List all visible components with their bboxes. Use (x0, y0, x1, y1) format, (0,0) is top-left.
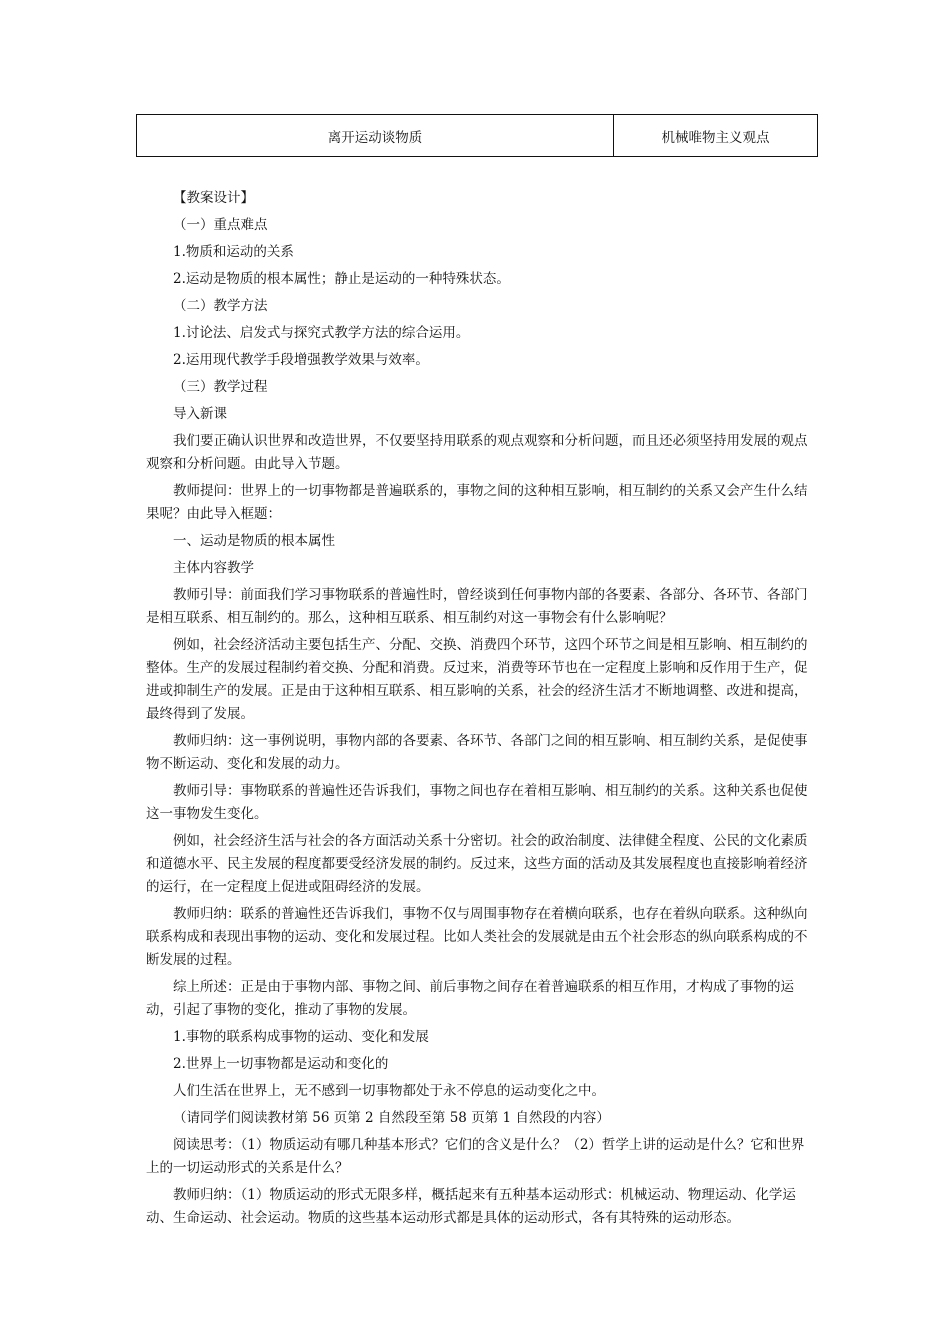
paragraph: 教师提问：世界上的一切事物都是普遍联系的，事物之间的这种相互影响，相互制约的关系又会产生什么结果呢？由此导入框题： (146, 483, 808, 522)
paragraph: 例如，社会经济生活与社会的各方面活动关系十分密切。社会的政治制度、法律健全程度、公民的文化素质和道德水平、民主发展的程度都要受经济发展的制约。反过来，这些方面的活动及其发展程度也直接影响着经济的运行，在一定程度上促进或阻碍经济的发展。 (146, 833, 808, 895)
table-cell-viewpoint: 机械唯物主义观点 (614, 115, 818, 157)
paragraph: 综上所述：正是由于事物内部、事物之间、前后事物之间存在着普遍联系的相互作用，才构成了事物的运动，引起了事物的变化，推动了事物的发展。 (146, 979, 794, 1018)
paragraph: 教师引导：前面我们学习事物联系的普遍性时，曾经谈到任何事物内部的各要素、各部分、各环节、各部门是相互联系、相互制约的。那么，这种相互联系、相互制约对这一事物会有什么影响呢？ (146, 587, 808, 626)
paragraph: 教师归纳：联系的普遍性还告诉我们，事物不仅与周围事物存在着横向联系，也存在着纵向联系。这种纵向联系构成和表现出事物的运动、变化和发展过程。比如人类社会的发展就是由五个社会形态的纵向联系构成的不断发展的过程。 (146, 906, 808, 968)
paragraph: （请同学们阅读教材第 56 页第 2 自然段至第 58 页第 1 自然段的内容） (173, 1110, 610, 1126)
lesson-plan-body (146, 187, 808, 1234)
list-item: 1.讨论法、启发式与探究式教学方法的综合运用。 (173, 325, 470, 341)
paragraph: 我们要正确认识世界和改造世界，不仅要坚持用联系的观点观察和分析问题，而且还必须坚持用发展的观点观察和分析问题。由此导入节题。 (146, 433, 808, 472)
list-item: 2.运动是物质的根本属性；静止是运动的一种特殊状态。 (173, 271, 510, 287)
list-item: 1.事物的联系构成事物的运动、变化和发展 (173, 1029, 429, 1045)
table-cell-concept: 离开运动谈物质 (137, 115, 614, 157)
section-heading-lesson-design: 【教案设计】 (173, 190, 254, 206)
paragraph: 教师归纳：这一事例说明，事物内部的各要素、各环节、各部门之间的相互影响、相互制约关系，是促使事物不断运动、变化和发展的动力。 (146, 733, 808, 772)
paragraph: 人们生活在世界上，无不感到一切事物都处于永不停息的运动变化之中。 (173, 1083, 605, 1099)
list-item: 2.世界上一切事物都是运动和变化的 (173, 1056, 389, 1072)
subheading-teaching-process: （三）教学过程 (173, 379, 268, 395)
list-item: 1.物质和运动的关系 (173, 244, 294, 260)
paragraph: 例如，社会经济活动主要包括生产、分配、交换、消费四个环节，这四个环节之间是相互影响、相互制约的整体。生产的发展过程制约着交换、分配和消费。反过来，消费等环节也在一定程度上影响和反作用于生产，促进或抑制生产的发展。正是由于这种相互联系、相互影响的关系，社会的经济生活才不断地调整、改进和提高，最终得到了发展。 (146, 637, 808, 722)
summary-table (136, 114, 818, 157)
subheading-main-content: 主体内容教学 (173, 560, 254, 576)
paragraph: 阅读思考：（1）物质运动有哪几种基本形式？它们的含义是什么？（2）哲学上讲的运动是什么？它和世界上的一切运动形式的关系是什么？ (146, 1137, 805, 1176)
subheading-key-points: （一）重点难点 (173, 217, 268, 233)
list-item: 2.运用现代教学手段增强教学效果与效率。 (173, 352, 429, 368)
table-row (137, 115, 818, 157)
paragraph: 教师引导：事物联系的普遍性还告诉我们，事物之间也存在着相互影响、相互制约的关系。这种关系也促使这一事物发生变化。 (146, 783, 808, 822)
subheading-teaching-methods: （二）教学方法 (173, 298, 268, 314)
section-title: 一、运动是物质的根本属性 (173, 533, 335, 549)
subheading-introduction: 导入新课 (173, 406, 227, 422)
paragraph: 教师归纳：（1）物质运动的形式无限多样，概括起来有五种基本运动形式：机械运动、物理运动、化学运动、生命运动、社会运动。物质的这些基本运动形式都是具体的运动形式，各有其特殊的运动形态。 (146, 1187, 796, 1226)
